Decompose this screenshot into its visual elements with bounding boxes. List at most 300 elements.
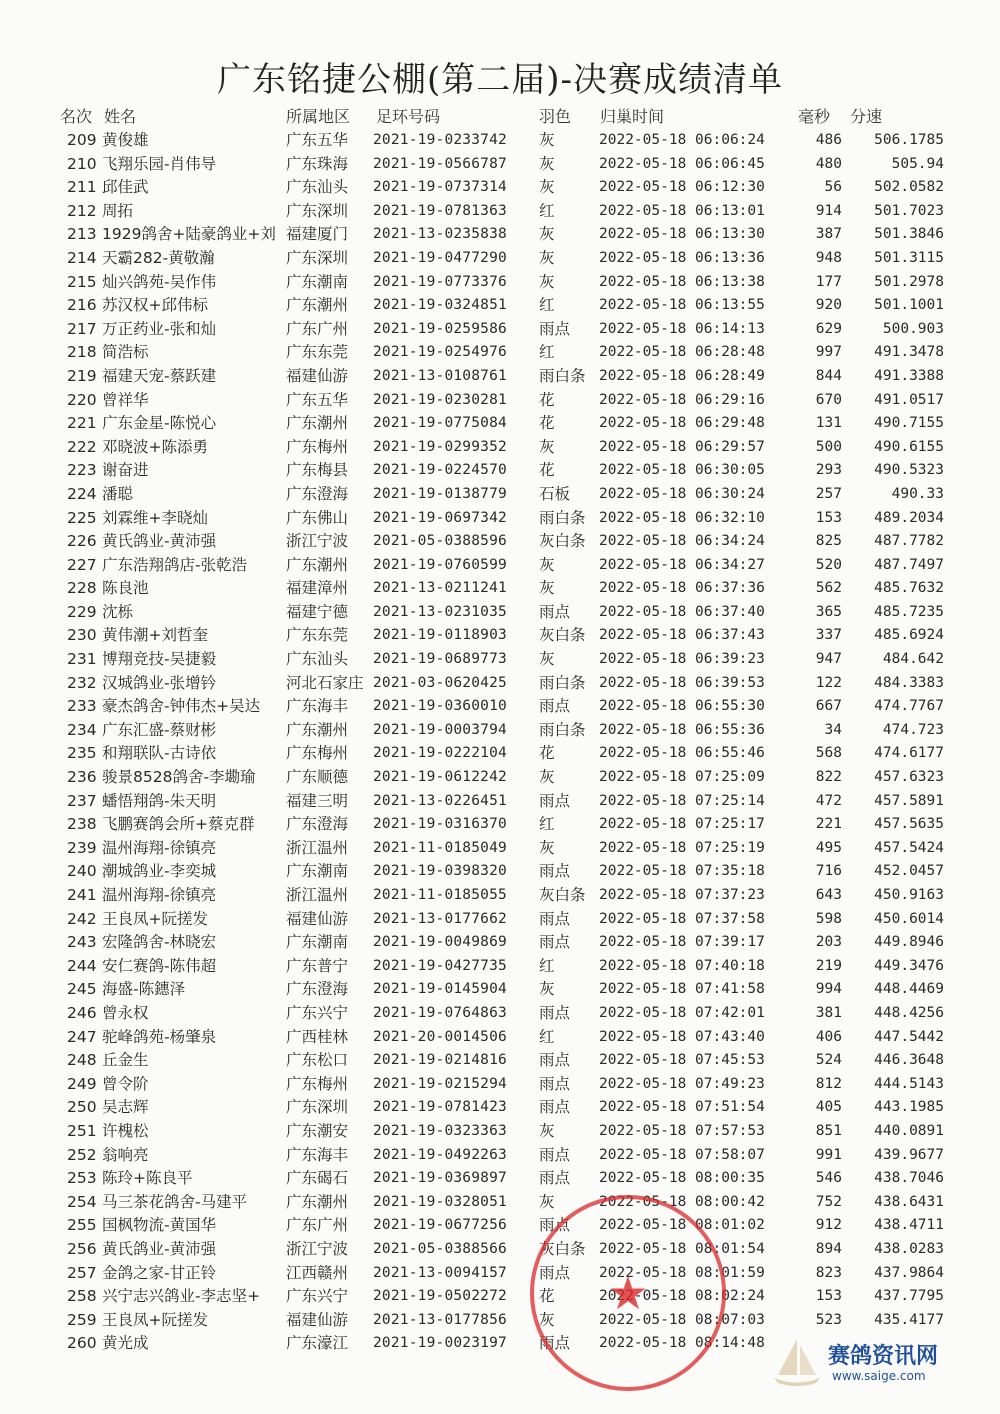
cell-region: 广东海丰 — [286, 1145, 349, 1164]
cell-speed: 449.3476 — [874, 957, 944, 974]
table-row — [0, 1144, 1000, 1168]
cell-rank: 247 — [67, 1027, 97, 1046]
cell-rank: 235 — [67, 744, 97, 763]
cell-color: 雨点 — [539, 1169, 571, 1188]
cell-region: 广东梅州 — [286, 437, 349, 456]
cell-rank: 226 — [67, 532, 97, 551]
cell-name: 飞翔乐园-肖伟导 — [102, 154, 217, 173]
cell-ring: 2021-19-0502272 — [373, 1288, 507, 1305]
cell-rank: 255 — [67, 1216, 97, 1235]
table-row — [0, 530, 1000, 554]
cell-color: 雨白条 — [539, 366, 586, 385]
cell-ms: 752 — [815, 1193, 842, 1210]
table-row — [0, 601, 1000, 625]
cell-color: 雨点 — [539, 1263, 571, 1282]
cell-name: 沈栎 — [102, 602, 134, 621]
cell-ms: 153 — [815, 509, 842, 526]
cell-color: 灰 — [539, 437, 555, 456]
cell-speed: 452.0457 — [874, 863, 944, 880]
cell-speed: 457.6323 — [874, 769, 944, 786]
cell-ms: 598 — [815, 910, 842, 927]
cell-time: 2022-05-18 07:41:58 — [599, 981, 765, 998]
cell-color: 灰 — [539, 579, 555, 598]
cell-speed: 450.9163 — [874, 887, 944, 903]
cell-ring: 2021-19-0369897 — [373, 1170, 507, 1187]
cell-name: 许槐松 — [102, 1121, 149, 1140]
cell-ring: 2021-19-0492263 — [373, 1146, 507, 1163]
cell-color: 灰白条 — [539, 886, 586, 904]
cell-region: 广东佛山 — [286, 508, 349, 527]
cell-name: 豪杰鸽舍-钟伟杰+吴达 — [102, 697, 261, 716]
cell-speed: 449.8946 — [874, 934, 944, 951]
cell-ms: 914 — [815, 202, 842, 219]
cell-region: 浙江温州 — [286, 838, 349, 857]
cell-ring: 2021-13-0177856 — [373, 1311, 507, 1328]
cell-ring: 2021-05-0388566 — [373, 1240, 507, 1257]
cell-time: 2022-05-18 07:25:19 — [599, 839, 765, 856]
cell-ring: 2021-19-0023197 — [373, 1335, 507, 1352]
cell-region: 广东梅县 — [286, 461, 349, 480]
cell-rank: 232 — [67, 673, 97, 692]
table-row — [0, 483, 1000, 507]
cell-region: 广东深圳 — [286, 201, 349, 220]
cell-time: 2022-05-18 06:37:43 — [599, 627, 765, 644]
cell-region: 广东五华 — [286, 131, 349, 149]
cell-ring: 2021-19-0781423 — [373, 1099, 507, 1116]
table-row — [0, 1309, 1000, 1333]
cell-speed: 435.4177 — [874, 1311, 944, 1328]
cell-region: 广东广州 — [286, 319, 349, 338]
cell-speed: 437.7795 — [874, 1288, 944, 1305]
cell-name: 曾令阶 — [102, 1074, 149, 1093]
cell-ring: 2021-13-0231035 — [373, 603, 507, 620]
cell-region: 福建仙游 — [286, 366, 349, 385]
cell-ms: 844 — [815, 367, 842, 384]
cell-ms: 153 — [815, 1288, 842, 1305]
cell-ms: 997 — [815, 344, 842, 361]
cell-region: 福建三明 — [286, 791, 349, 810]
cell-name: 王良凤+阮搓发 — [102, 1310, 208, 1329]
cell-name: 黄俊雄 — [102, 131, 149, 149]
cell-ms: 495 — [815, 839, 842, 856]
cell-ms: 670 — [815, 391, 842, 408]
cell-rank: 209 — [67, 131, 97, 149]
cell-ms: 947 — [815, 651, 842, 668]
cell-region: 广东梅州 — [286, 1074, 349, 1093]
cell-ms: 405 — [815, 1099, 842, 1116]
cell-ms: 994 — [815, 981, 842, 998]
cell-rank: 228 — [67, 579, 97, 598]
cell-region: 广东潮南 — [286, 862, 349, 881]
cell-speed: 501.1001 — [874, 297, 944, 314]
cell-region: 广东潮州 — [286, 1192, 349, 1211]
cell-color: 雨点 — [539, 1216, 571, 1235]
cell-rank: 227 — [67, 555, 97, 574]
cell-name: 马三茶花鸽舍-马建平 — [102, 1192, 248, 1211]
cell-speed: 438.6431 — [874, 1193, 944, 1210]
cell-ms: 851 — [815, 1122, 842, 1139]
cell-region: 广东五华 — [286, 390, 349, 409]
cell-ms: 643 — [815, 887, 842, 903]
cell-ring: 2021-19-0215294 — [373, 1075, 507, 1092]
table-row — [0, 695, 1000, 719]
cell-rank: 258 — [67, 1287, 97, 1306]
cell-name: 国枫物流-黄国华 — [102, 1216, 217, 1235]
cell-color: 灰 — [539, 1121, 555, 1140]
table-row — [0, 1049, 1000, 1073]
cell-speed: 446.3648 — [874, 1052, 944, 1069]
cell-rank: 248 — [67, 1051, 97, 1070]
table-row — [0, 1167, 1000, 1191]
cell-ms: 520 — [815, 556, 842, 573]
cell-ring: 2021-13-0211241 — [373, 580, 507, 597]
cell-region: 广东顺德 — [286, 768, 349, 787]
cell-name: 潮城鸽业-李奕城 — [102, 862, 217, 881]
table-row — [0, 318, 1000, 342]
cell-speed: 505.94 — [891, 155, 944, 172]
table-row — [0, 719, 1000, 743]
table-row — [0, 129, 1000, 153]
cell-ms: 219 — [815, 957, 842, 974]
cell-speed: 487.7782 — [874, 533, 944, 550]
cell-speed: 485.7235 — [874, 603, 944, 620]
table-row — [0, 908, 1000, 932]
cell-ms: 667 — [815, 698, 842, 715]
cell-ring: 2021-19-0612242 — [373, 769, 507, 786]
cell-color: 雨点 — [539, 1074, 571, 1093]
cell-color: 灰 — [539, 1310, 555, 1329]
cell-time: 2022-05-18 06:55:30 — [599, 698, 765, 715]
cell-region: 广东广州 — [286, 1216, 349, 1235]
table-row — [0, 1002, 1000, 1026]
cell-name: 蟠悟翔鸽-朱天明 — [102, 791, 217, 810]
table-row — [0, 389, 1000, 413]
cell-name: 汉城鸽业-张增钤 — [102, 673, 217, 692]
cell-time: 2022-05-18 08:00:42 — [599, 1193, 765, 1210]
cell-speed: 439.9677 — [874, 1146, 944, 1163]
cell-region: 广东深圳 — [286, 1098, 349, 1117]
cell-region: 广东潮南 — [286, 272, 349, 291]
cell-speed: 447.5442 — [874, 1028, 944, 1045]
cell-ms: 293 — [815, 462, 842, 479]
cell-time: 2022-05-18 06:13:30 — [599, 226, 765, 243]
cell-region: 浙江宁波 — [286, 1239, 349, 1258]
cell-color: 红 — [539, 343, 555, 362]
cell-rank: 225 — [67, 508, 97, 527]
cell-name: 宏隆鸽舍-林晓宏 — [102, 933, 217, 952]
cell-color: 雨点 — [539, 697, 571, 716]
cell-color: 灰 — [539, 555, 555, 574]
cell-ring: 2021-11-0185055 — [373, 887, 507, 903]
cell-rank: 249 — [67, 1074, 97, 1093]
cell-color: 雨白条 — [539, 508, 586, 527]
table-row — [0, 365, 1000, 389]
table-row — [0, 860, 1000, 884]
cell-time: 2022-05-18 07:49:23 — [599, 1075, 765, 1092]
cell-ms: 523 — [815, 1311, 842, 1328]
table-row — [0, 1285, 1000, 1309]
cell-ring: 2021-19-0316370 — [373, 816, 507, 833]
cell-color: 红 — [539, 815, 555, 834]
cell-speed: 444.5143 — [874, 1075, 944, 1092]
cell-time: 2022-05-18 07:35:18 — [599, 863, 765, 880]
cell-rank: 212 — [67, 201, 97, 220]
cell-speed: 501.3846 — [874, 226, 944, 243]
cell-ring: 2021-19-0299352 — [373, 438, 507, 455]
cell-speed: 502.0582 — [874, 179, 944, 196]
cell-name: 曾祥华 — [102, 390, 149, 409]
cell-speed: 491.3478 — [874, 344, 944, 361]
cell-speed: 438.4711 — [874, 1217, 944, 1234]
cell-speed: 500.903 — [882, 320, 944, 337]
cell-color: 雨白条 — [539, 673, 586, 692]
cell-speed: 448.4256 — [874, 1004, 944, 1021]
cell-speed: 484.642 — [882, 651, 944, 668]
cell-ms: 480 — [815, 155, 842, 172]
cell-speed: 485.6924 — [874, 627, 944, 644]
cell-ms: 177 — [815, 273, 842, 290]
cell-time: 2022-05-18 06:37:40 — [599, 603, 765, 620]
cell-region: 广东澄海 — [286, 484, 349, 503]
cell-time: 2022-05-18 07:45:53 — [599, 1052, 765, 1069]
cell-region: 广东汕头 — [286, 178, 349, 197]
cell-ms: 337 — [815, 627, 842, 644]
cell-ring: 2021-19-0477290 — [373, 249, 507, 266]
cell-rank: 236 — [67, 768, 97, 787]
cell-speed: 490.5323 — [874, 462, 944, 479]
cell-color: 花 — [539, 461, 555, 480]
cell-rank: 222 — [67, 437, 97, 456]
cell-ring: 2021-19-0230281 — [373, 391, 507, 408]
cell-ring: 2021-13-0235838 — [373, 226, 507, 243]
cell-color: 雨点 — [539, 1003, 571, 1022]
cell-color: 红 — [539, 1027, 555, 1046]
cell-name: 金鸽之家-甘正铃 — [102, 1263, 217, 1282]
cell-ms: 991 — [815, 1146, 842, 1163]
cell-region: 广东澄海 — [286, 815, 349, 834]
cell-speed: 474.723 — [882, 721, 944, 738]
cell-name: 陈玲+陈良平 — [102, 1169, 193, 1188]
cell-ring: 2021-19-0214816 — [373, 1052, 507, 1069]
table-row — [0, 1120, 1000, 1144]
cell-ms: 387 — [815, 226, 842, 243]
cell-speed: 440.0891 — [874, 1122, 944, 1139]
cell-color: 花 — [539, 390, 555, 409]
table-row — [0, 672, 1000, 696]
table-row — [0, 436, 1000, 460]
cell-time: 2022-05-18 07:57:53 — [599, 1122, 765, 1139]
cell-time: 2022-05-18 07:25:09 — [599, 769, 765, 786]
cell-region: 广东普宁 — [286, 956, 349, 975]
cell-ms: 812 — [815, 1075, 842, 1092]
cell-ms: 920 — [815, 297, 842, 314]
cell-name: 广东金星-陈悦心 — [102, 414, 217, 433]
cell-color: 雨点 — [539, 1051, 571, 1070]
cell-name: 邓晓波+陈添勇 — [102, 437, 208, 456]
cell-time: 2022-05-18 06:06:45 — [599, 155, 765, 172]
cell-name: 刘霖维+李晓灿 — [102, 508, 208, 527]
cell-ring: 2021-19-0138779 — [373, 485, 507, 502]
cell-name: 简浩标 — [102, 343, 149, 362]
table-row — [0, 1214, 1000, 1238]
cell-name: 邱佳武 — [102, 178, 149, 197]
cell-color: 雨点 — [539, 1098, 571, 1117]
cell-ms: 381 — [815, 1004, 842, 1021]
table-row — [0, 554, 1000, 578]
cell-ring: 2021-19-0323363 — [373, 1122, 507, 1139]
cell-time: 2022-05-18 07:39:17 — [599, 934, 765, 951]
cell-time: 2022-05-18 07:43:40 — [599, 1028, 765, 1045]
cell-name: 周拓 — [102, 201, 134, 220]
cell-name: 1929鸽舍+陆豪鸽业+刘 — [102, 225, 276, 244]
cell-ring: 2021-19-0233742 — [373, 132, 507, 148]
cell-time: 2022-05-18 06:34:24 — [599, 533, 765, 550]
cell-color: 雨点 — [539, 1145, 571, 1164]
cell-ms: 203 — [815, 934, 842, 951]
table-row — [0, 459, 1000, 483]
cell-region: 广东潮安 — [286, 1121, 349, 1140]
table-row — [0, 742, 1000, 766]
cell-ring: 2021-19-0328051 — [373, 1193, 507, 1210]
cell-ring: 2021-13-0094157 — [373, 1264, 507, 1281]
table-row — [0, 200, 1000, 224]
table-row — [0, 577, 1000, 601]
cell-time: 2022-05-18 06:13:01 — [599, 202, 765, 219]
table-row — [0, 931, 1000, 955]
cell-time: 2022-05-18 06:13:36 — [599, 249, 765, 266]
cell-color: 雨点 — [539, 1334, 571, 1353]
cell-region: 广东松口 — [286, 1051, 349, 1070]
cell-time: 2022-05-18 08:02:24 — [599, 1288, 765, 1305]
cell-speed: 450.6014 — [874, 910, 944, 927]
cell-name: 谢奋进 — [102, 461, 149, 480]
cell-ring: 2021-19-0775084 — [373, 415, 507, 432]
table-row — [0, 247, 1000, 271]
header-ms: 毫秒 — [798, 107, 831, 126]
cell-color: 雨点 — [539, 933, 571, 952]
table-row — [0, 294, 1000, 318]
cell-time: 2022-05-18 07:42:01 — [599, 1004, 765, 1021]
cell-rank: 224 — [67, 484, 97, 503]
cell-rank: 252 — [67, 1145, 97, 1164]
cell-ring: 2021-11-0185049 — [373, 839, 507, 856]
cell-color: 灰白条 — [539, 532, 586, 551]
cell-time: 2022-05-18 07:25:17 — [599, 816, 765, 833]
cell-region: 江西赣州 — [286, 1263, 349, 1282]
cell-ring: 2021-05-0388596 — [373, 533, 507, 550]
cell-ring: 2021-19-0764863 — [373, 1004, 507, 1021]
cell-time: 2022-05-18 06:37:36 — [599, 580, 765, 597]
cell-name: 兴宁志兴鸽业-李志坚+ — [102, 1287, 261, 1306]
cell-speed: 457.5635 — [874, 816, 944, 833]
table-row — [0, 153, 1000, 177]
table-row — [0, 412, 1000, 436]
cell-ring: 2021-19-0781363 — [373, 202, 507, 219]
cell-ms: 894 — [815, 1240, 842, 1257]
cell-speed: 448.4469 — [874, 981, 944, 998]
cell-ms: 406 — [815, 1028, 842, 1045]
cell-time: 2022-05-18 06:55:36 — [599, 721, 765, 738]
cell-speed: 474.7767 — [874, 698, 944, 715]
header-speed: 分速 — [850, 107, 883, 126]
table-row — [0, 624, 1000, 648]
cell-speed: 490.6155 — [874, 438, 944, 455]
cell-rank: 254 — [67, 1192, 97, 1211]
table-row — [0, 1096, 1000, 1120]
cell-region: 福建漳州 — [286, 579, 349, 598]
cell-region: 福建仙游 — [286, 1310, 349, 1329]
cell-rank: 220 — [67, 390, 97, 409]
cell-color: 红 — [539, 296, 555, 315]
cell-name: 博翔竞技-吴捷毅 — [102, 650, 217, 669]
cell-color: 雨点 — [539, 909, 571, 928]
table-row — [0, 1238, 1000, 1262]
cell-rank: 256 — [67, 1239, 97, 1258]
cell-region: 广东潮南 — [286, 933, 349, 952]
cell-ms: 221 — [815, 816, 842, 833]
header-name: 姓名 — [104, 107, 137, 126]
cell-time: 2022-05-18 08:00:35 — [599, 1170, 765, 1187]
watermark-text: 赛鸽资讯网 — [828, 1344, 939, 1369]
cell-rank: 230 — [67, 626, 97, 645]
cell-ms: 546 — [815, 1170, 842, 1187]
sailboat-logo-icon — [770, 1335, 824, 1389]
cell-speed: 437.9864 — [874, 1264, 944, 1281]
cell-region: 广东汕头 — [286, 650, 349, 669]
cell-time: 2022-05-18 06:06:24 — [599, 132, 765, 148]
cell-name: 黄伟潮+刘哲奎 — [102, 626, 208, 645]
cell-region: 广东梅州 — [286, 744, 349, 763]
cell-color: 雨点 — [539, 862, 571, 881]
table-row — [0, 341, 1000, 365]
cell-region: 广东澄海 — [286, 980, 349, 999]
cell-color: 灰 — [539, 1192, 555, 1211]
cell-region: 广东兴宁 — [286, 1287, 349, 1306]
cell-rank: 216 — [67, 296, 97, 315]
cell-color: 花 — [539, 1287, 555, 1306]
cell-rank: 211 — [67, 178, 97, 197]
cell-rank: 243 — [67, 933, 97, 952]
cell-ms: 825 — [815, 533, 842, 550]
cell-region: 广东珠海 — [286, 154, 349, 173]
cell-color: 灰 — [539, 131, 555, 149]
cell-name: 曾永权 — [102, 1003, 149, 1022]
cell-time: 2022-05-18 06:34:27 — [599, 556, 765, 573]
cell-color: 灰 — [539, 225, 555, 244]
cell-region: 广东深圳 — [286, 248, 349, 267]
cell-time: 2022-05-18 07:37:23 — [599, 887, 765, 903]
cell-region: 广东潮州 — [286, 555, 349, 574]
cell-ms: 56 — [824, 179, 842, 196]
table-row — [0, 1262, 1000, 1286]
cell-rank: 237 — [67, 791, 97, 810]
cell-time: 2022-05-18 06:13:55 — [599, 297, 765, 314]
cell-time: 2022-05-18 08:07:03 — [599, 1311, 765, 1328]
cell-rank: 233 — [67, 697, 97, 716]
table-row — [0, 1191, 1000, 1215]
cell-rank: 221 — [67, 414, 97, 433]
cell-rank: 260 — [67, 1334, 97, 1353]
cell-color: 灰 — [539, 650, 555, 669]
cell-rank: 219 — [67, 366, 97, 385]
cell-region: 广东兴宁 — [286, 1003, 349, 1022]
cell-ms: 524 — [815, 1052, 842, 1069]
cell-rank: 257 — [67, 1263, 97, 1282]
cell-speed: 443.1985 — [874, 1099, 944, 1116]
cell-ring: 2021-19-0398320 — [373, 863, 507, 880]
header-region: 所属地区 — [286, 107, 351, 126]
cell-region: 福建宁德 — [286, 602, 349, 621]
